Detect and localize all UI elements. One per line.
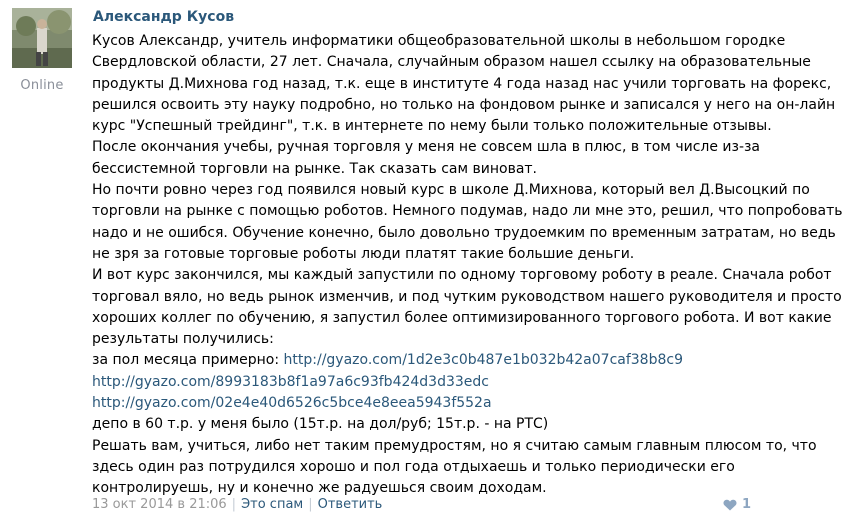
comment-line: [92, 137, 761, 158]
comment-line-text: бессистемной торговли на рынке. Так сказать сам виноват.: [92, 160, 537, 177]
comment-line: [92, 350, 752, 371]
comment-line-text: торговли на рынке с помощью роботов. Немного подумав, надо ли мне это, решил, что попробовать: [92, 203, 843, 220]
comment-line-text: не зря за готовые торговые роботы люди платят такие большие деньги.: [92, 245, 635, 262]
comment-line-text: надо и не ошибся. Обучение конечно, было довольно трудоемким по временным затратам, но ведь: [92, 224, 836, 241]
comment-line-text: здесь один раз потрудился хорошо и пол года отдыхаешь и только периодически его: [92, 458, 735, 475]
online-status: Online: [20, 78, 64, 93]
comment-line-text: результаты получились:: [92, 331, 274, 348]
comment-line: [92, 372, 752, 393]
comment-line-text: депо в 60 т.р. у меня было (15т.р. на дол/руб; 15т.р. - на РТС): [92, 416, 549, 433]
comment-line-text: торговал вяло, но ведь рынок изменчив, и под чутким руководством нашего руководителя и просто: [92, 288, 842, 305]
gyazo-link[interactable]: http://gyazo.com/02e4e40d6526c5bce4e8eea5943f552a: [92, 395, 492, 412]
comment-line: [92, 201, 843, 222]
author-name-link[interactable]: Александр Кусов: [93, 9, 235, 25]
comment-line-text: курс "Успешный трейдинг", т.к. в интернете по нему были только положительные отзывы.: [92, 118, 772, 135]
comment-text: [92, 31, 843, 500]
comment-line: [92, 436, 817, 457]
comment-line: [92, 31, 786, 52]
comment-line-text: контролируешь, ну и конечно же радуешься своим доходам.: [92, 480, 547, 497]
gyazo-link[interactable]: http://gyazo.com/1d2e3c0b487e1b032b42a07caf38b8c9: [283, 352, 683, 369]
comment-line: [92, 116, 772, 137]
comment-line: [92, 308, 832, 329]
comment-line: [92, 329, 752, 350]
comment-line: [92, 244, 752, 265]
comment-line: [92, 95, 836, 116]
comment-line: [92, 159, 752, 180]
gyazo-link[interactable]: http://gyazo.com/8993183b8f1a97a6c93fb424d3d33edc: [92, 373, 489, 390]
comment-line: [92, 393, 752, 414]
comment-line-text: решился освоить эту науку подробно, но только на фондовом рынке и записался у него на он-лайн: [92, 96, 836, 113]
comment-line-text: Решать вам, учиться, либо нет таким премудростям, но я считаю самым главным плюсом то, что: [92, 437, 817, 454]
comment-meta: [92, 497, 382, 512]
comment-line: [92, 265, 832, 286]
comment-line-text: хороших коллег по обучению, я запустил более оптимизированного торгового робота. И вот какие: [92, 309, 832, 326]
comment-line-text: И вот курс закончился, мы каждый запустили по одному торговому роботу в реале. Сначала робот: [92, 267, 832, 284]
comment-line: [92, 414, 752, 435]
comment-line: [92, 52, 811, 73]
like-button[interactable]: [723, 497, 751, 512]
avatar-photo: [12, 8, 72, 68]
comment-date[interactable]: 13 окт 2014 в 21:06: [92, 497, 227, 512]
comment-line-text: Но почти ровно через год появился новый курс в школе Д.Михнова, который вел Д.Высоцкий по: [92, 182, 810, 199]
comment-line: [92, 287, 842, 308]
comment-line: [92, 74, 832, 95]
comment-line-text: После окончания учебы, ручная торговля у меня не совсем шла в плюс, в том числе из-за: [92, 139, 761, 156]
heart-icon: [723, 499, 737, 511]
comment-line: [92, 180, 810, 201]
reply-link[interactable]: Ответить: [317, 497, 383, 512]
comment-line-text: Свердловской области, 27 лет. Сначала, случайным образом нашел ссылку на образовательные: [92, 54, 811, 71]
meta-separator: |: [308, 497, 313, 512]
comment-line: [92, 457, 752, 478]
comment-line: [92, 223, 836, 244]
comment-line-text: за пол месяца примерно:: [92, 352, 284, 369]
comment-line-text: Кусов Александр, учитель информатики общеобразовательной школы в небольшом городке: [92, 33, 786, 49]
comment-line-text: продукты Д.Михнова год назад, т.к. еще в институте 4 года назад нас учили торговать на форекс,: [92, 75, 832, 92]
meta-separator: |: [231, 497, 237, 512]
avatar[interactable]: [12, 8, 72, 68]
like-count: 1: [741, 497, 751, 512]
report-spam-link[interactable]: Это спам: [241, 497, 304, 512]
